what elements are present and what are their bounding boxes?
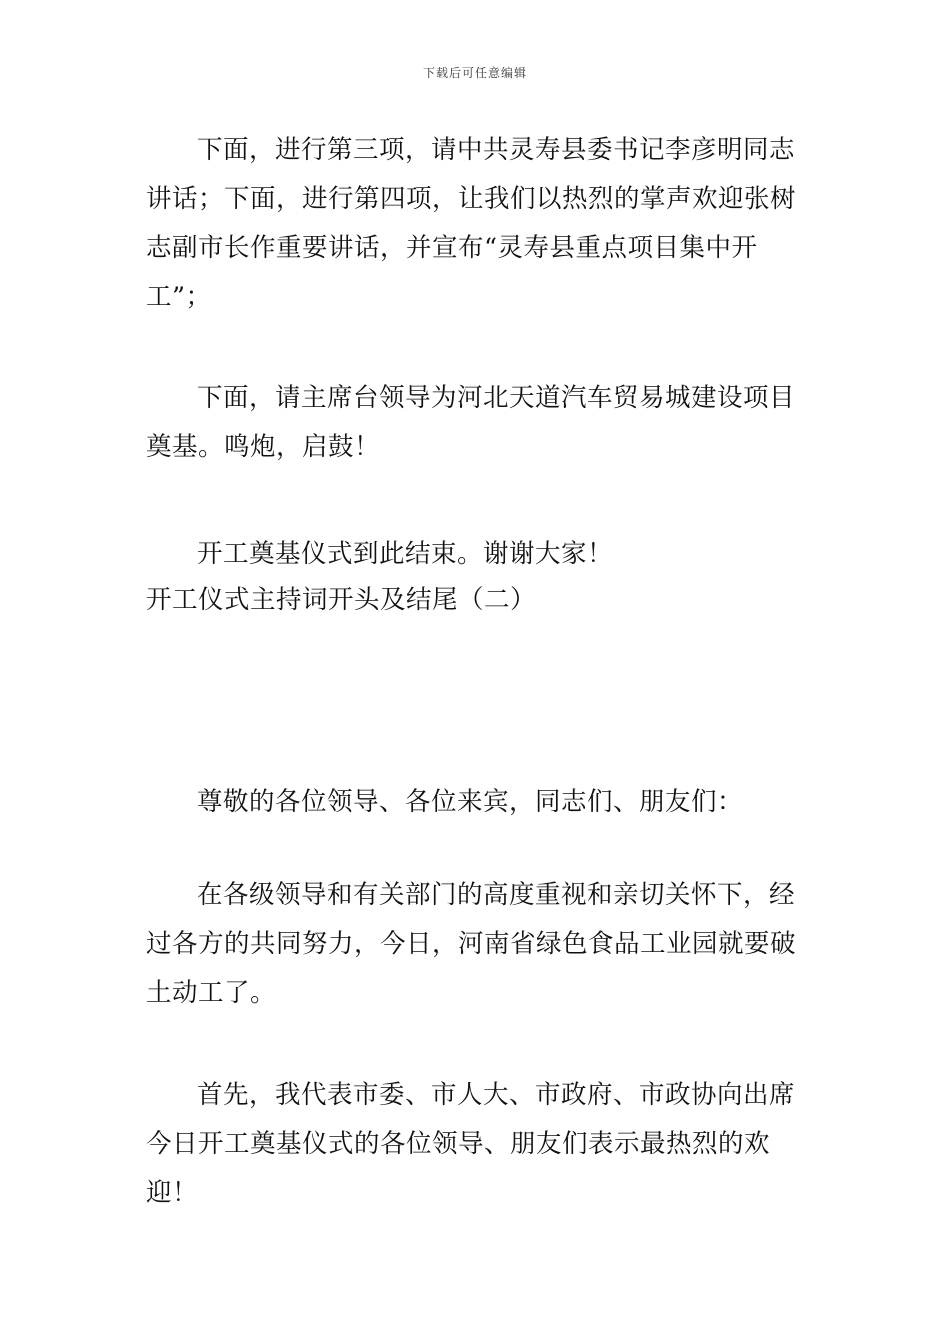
paragraph-groundbreaking-intro: 在各级领导和有关部门的高度重视和亲切关怀下，经过各方的共同努力，今日，河南省绿色食品工业园就要破土动工了。	[146, 880, 797, 1008]
paragraph-groundbreaking: 下面，请主席台领导为河北天道汽车贸易城建设项目奠基。鸣炮，启鼓！	[146, 383, 796, 462]
section-title: 开工仪式主持词开头及结尾（二）	[146, 585, 537, 615]
page-header-note: 下载后可任意编辑	[422, 66, 527, 80]
paragraph-speech-items: 下面，进行第三项，请中共灵寿县委书记李彦明同志讲话；下面，进行第四项，让我们以热烈的掌声欢迎张树志副市长作重要讲话，并宣布“灵寿县重点项目集中开工”；	[146, 135, 797, 312]
paragraph-closing: 开工奠基仪式到此结束。谢谢大家！	[197, 539, 614, 569]
paragraph-welcome: 首先，我代表市委、市人大、市政府、市政协向出席今日开工奠基仪式的各位领导、朋友们表示最热烈的欢迎！	[146, 1080, 796, 1208]
paragraph-greeting: 尊敬的各位领导、各位来宾，同志们、朋友们：	[197, 787, 744, 817]
